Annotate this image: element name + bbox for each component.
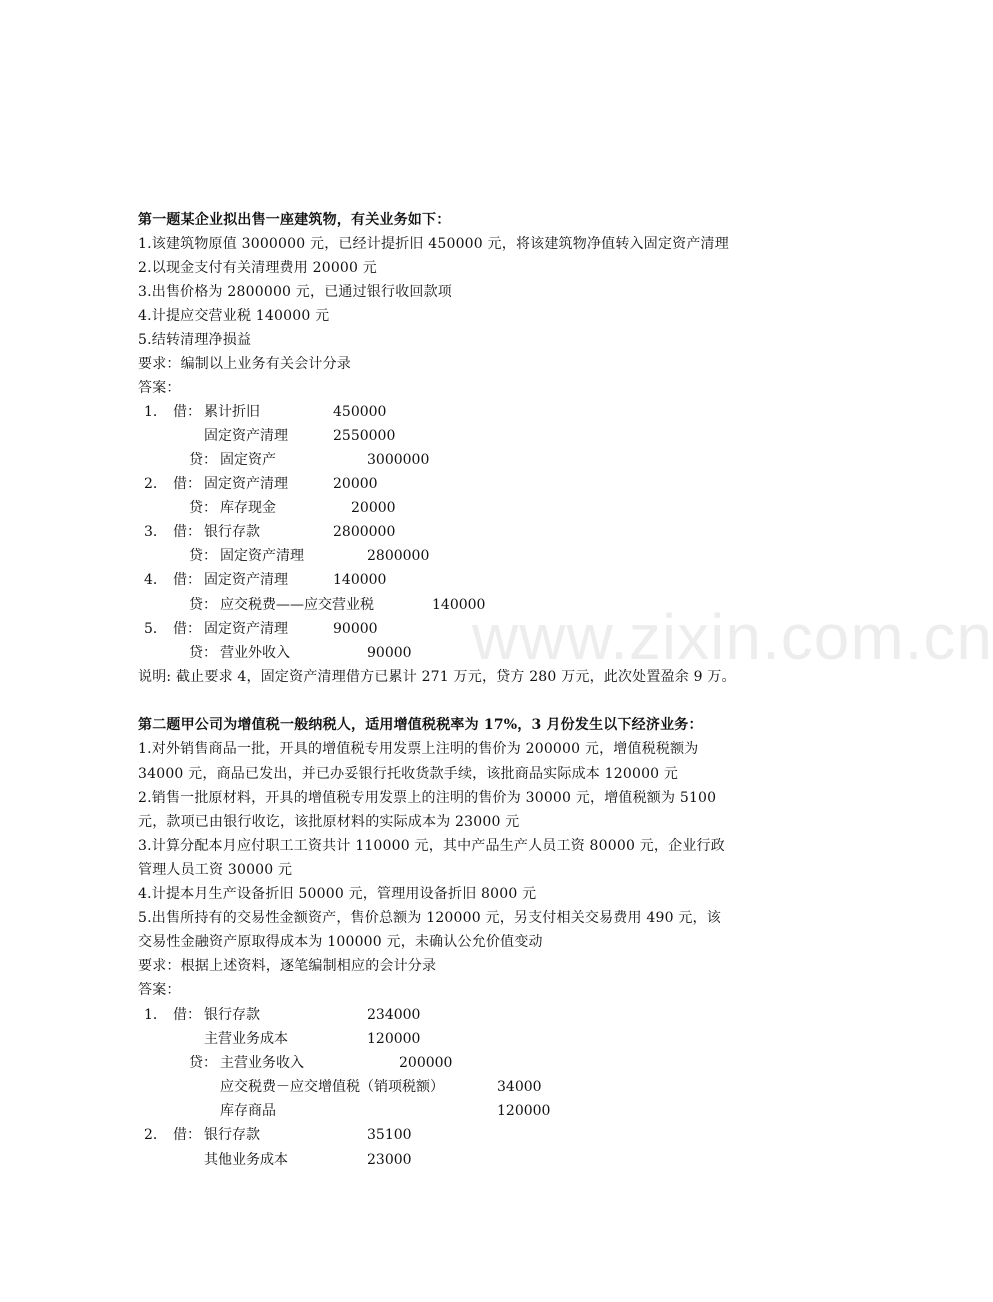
account-name: 银行存款 xyxy=(204,1127,260,1143)
amount: 20000 xyxy=(333,476,378,492)
amount: 2800000 xyxy=(333,524,396,540)
amount: 120000 xyxy=(367,1031,421,1047)
account-name: 固定资产清理 xyxy=(220,548,304,564)
entry-number: 3． xyxy=(144,524,167,540)
debit-marker: 借： xyxy=(173,621,201,637)
account-name: 主营业务成本 xyxy=(204,1031,288,1047)
q2-title: 第二题甲公司为增值税一般纳税人，适用增值税税率为 17%，3 月份发生以下经济业务： xyxy=(138,717,703,733)
debit-marker: 借： xyxy=(173,572,201,588)
q2-item: 交易性金融资产原取得成本为 100000 元，未确认公允价值变动 xyxy=(138,934,543,950)
account-name: 营业外收入 xyxy=(220,645,290,661)
amount: 234000 xyxy=(367,1007,421,1023)
q2-item: 4.计提本月生产设备折旧 50000 元，管理用设备折旧 8000 元 xyxy=(138,886,537,902)
amount: 90000 xyxy=(367,645,412,661)
account-name: 银行存款 xyxy=(204,524,260,540)
entry-number: 4． xyxy=(144,572,167,588)
account-name: 银行存款 xyxy=(204,1007,260,1023)
q2-item: 3.计算分配本月应付职工工资共计 110000 元，其中产品生产人员工资 80000 元，企业行政 xyxy=(138,838,725,854)
amount: 140000 xyxy=(333,572,387,588)
q2-item: 管理人员工资 30000 元 xyxy=(138,862,293,878)
q1-item: 2.以现金支付有关清理费用 20000 元 xyxy=(138,260,377,276)
entry-number: 2． xyxy=(144,1127,167,1143)
account-name: 固定资产 xyxy=(220,452,276,468)
amount: 140000 xyxy=(432,597,486,613)
account-name: 累计折旧 xyxy=(204,404,260,420)
amount: 2800000 xyxy=(367,548,430,564)
account-name: 固定资产清理 xyxy=(204,476,288,492)
account-name: 固定资产清理 xyxy=(204,428,288,444)
credit-marker: 贷： xyxy=(189,500,217,516)
account-name: 其他业务成本 xyxy=(204,1152,288,1168)
debit-marker: 借： xyxy=(173,524,201,540)
debit-marker: 借： xyxy=(173,1127,201,1143)
amount: 450000 xyxy=(333,404,387,420)
q1-item: 1.该建筑物原值 3000000 元，已经计提折旧 450000 元，将该建筑物净值转入固定资产清理 xyxy=(138,236,729,252)
credit-marker: 贷： xyxy=(189,452,217,468)
credit-marker: 贷： xyxy=(189,1055,217,1071)
q2-item: 元，款项已由银行收讫，该批原材料的实际成本为 23000 元 xyxy=(138,814,520,830)
debit-marker: 借： xyxy=(173,1007,201,1023)
q1-item: 3.出售价格为 2800000 元，已通过银行收回款项 xyxy=(138,284,453,300)
amount: 3000000 xyxy=(367,452,430,468)
account-name: 固定资产清理 xyxy=(204,621,288,637)
q2-item: 2.销售一批原材料，开具的增值税专用发票上的注明的售价为 30000 元，增值税额为 5100 xyxy=(138,790,717,806)
amount: 2550000 xyxy=(333,428,396,444)
q1-answer-label: 答案： xyxy=(138,380,181,396)
q2-item: 5.出售所持有的交易性金额资产，售价总额为 120000 元，另支付相关交易费用 490 元，该 xyxy=(138,910,721,926)
q2-requirement: 要求：根据上述资料，逐笔编制相应的会计分录 xyxy=(138,958,437,974)
q1-item: 5.结转清理净损益 xyxy=(138,332,252,348)
amount: 20000 xyxy=(351,500,396,516)
amount: 35100 xyxy=(367,1127,412,1143)
amount: 23000 xyxy=(367,1152,412,1168)
account-name: 应交税费——应交营业税 xyxy=(220,597,374,613)
account-name: 主营业务收入 xyxy=(220,1055,304,1071)
account-name: 库存商品 xyxy=(220,1103,276,1119)
amount: 34000 xyxy=(497,1079,542,1095)
credit-marker: 贷： xyxy=(189,645,217,661)
q2-item: 34000 元，商品已发出，并已办妥银行托收货款手续，该批商品实际成本 120000 元 xyxy=(138,766,679,782)
debit-marker: 借： xyxy=(173,404,201,420)
credit-marker: 贷： xyxy=(189,597,217,613)
amount: 120000 xyxy=(497,1103,551,1119)
amount: 90000 xyxy=(333,621,378,637)
account-name: 应交税费－应交增值税（销项税额） xyxy=(220,1079,444,1095)
q2-item: 1.对外销售商品一批，开具的增值税专用发票上注明的售价为 200000 元，增值税税额为 xyxy=(138,741,699,757)
credit-marker: 贷： xyxy=(189,548,217,564)
q1-requirement: 要求：编制以上业务有关会计分录 xyxy=(138,356,351,372)
q1-item: 4.计提应交营业税 140000 元 xyxy=(138,308,330,324)
account-name: 库存现金 xyxy=(220,500,276,516)
debit-marker: 借： xyxy=(173,476,201,492)
entry-number: 1． xyxy=(144,1007,167,1023)
q1-note: 说明: 截止要求 4，固定资产清理借方已累计 271 万元，贷方 280 万元，此次处置盈余 9 万。 xyxy=(138,669,736,685)
watermark: www.zixin.com.cn xyxy=(472,601,993,673)
entry-number: 1． xyxy=(144,404,167,420)
q2-answer-label: 答案： xyxy=(138,982,181,998)
entry-number: 2． xyxy=(144,476,167,492)
entry-number: 5． xyxy=(144,621,167,637)
account-name: 固定资产清理 xyxy=(204,572,288,588)
q1-title: 第一题某企业拟出售一座建筑物，有关业务如下： xyxy=(138,212,451,228)
amount: 200000 xyxy=(399,1055,453,1071)
